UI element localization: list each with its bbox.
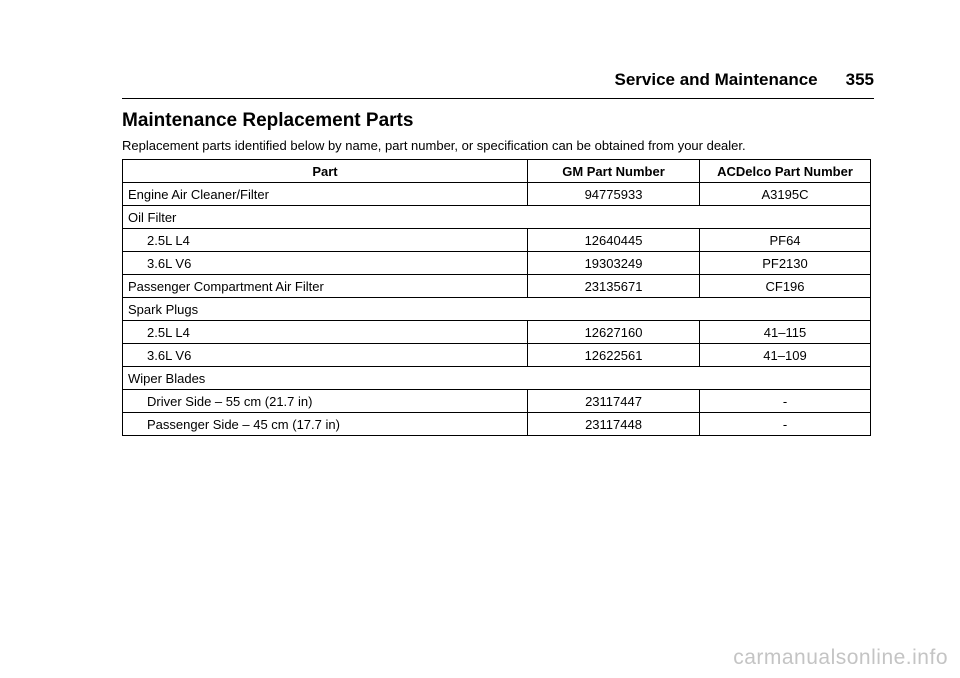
- gm-part-number-cell: 19303249: [528, 252, 700, 275]
- gm-part-number-cell: 12627160: [528, 321, 700, 344]
- column-header-acdelco-part-number: ACDelco Part Number: [700, 160, 871, 183]
- table-row: [123, 321, 871, 344]
- acdelco-part-number-cell: PF64: [700, 229, 871, 252]
- group-label-cell: Spark Plugs: [123, 298, 871, 321]
- column-header-gm-part-number: GM Part Number: [528, 160, 700, 183]
- group-label-cell: Oil Filter: [123, 206, 871, 229]
- table-row: [123, 390, 871, 413]
- gm-part-number-cell: 23135671: [528, 275, 700, 298]
- acdelco-part-number-cell: CF196: [700, 275, 871, 298]
- part-name-cell: Passenger Compartment Air Filter: [123, 275, 528, 298]
- gm-part-number-cell: 23117448: [528, 413, 700, 436]
- part-name-cell: 3.6L V6: [123, 252, 528, 275]
- table-header: [123, 160, 871, 183]
- table-row: [123, 183, 871, 206]
- page-title: Maintenance Replacement Parts: [122, 110, 414, 131]
- table-row: [123, 229, 871, 252]
- gm-part-number-cell: 23117447: [528, 390, 700, 413]
- gm-part-number-cell: 12640445: [528, 229, 700, 252]
- gm-part-number-cell: 12622561: [528, 344, 700, 367]
- acdelco-part-number-cell: 41–109: [700, 344, 871, 367]
- part-name-cell: Driver Side – 55 cm (21.7 in): [123, 390, 528, 413]
- part-name-cell: Passenger Side – 45 cm (17.7 in): [123, 413, 528, 436]
- acdelco-part-number-cell: -: [700, 413, 871, 436]
- page-number: 355: [845, 70, 874, 89]
- table-row: [123, 252, 871, 275]
- table-row: [123, 413, 871, 436]
- table-group-row: [123, 367, 871, 390]
- watermark: carmanualsonline.info: [733, 646, 948, 669]
- column-header-part: Part: [123, 160, 528, 183]
- running-header: [614, 70, 874, 90]
- table-group-row: [123, 298, 871, 321]
- acdelco-part-number-cell: A3195C: [700, 183, 871, 206]
- table-group-row: [123, 206, 871, 229]
- intro-paragraph: Replacement parts identified below by name, part number, or specification can be obtained from your dealer.: [122, 138, 746, 153]
- replacement-parts-table: [122, 159, 871, 436]
- header-section-title: Service and Maintenance: [614, 70, 818, 89]
- table-row: [123, 344, 871, 367]
- gm-part-number-cell: 94775933: [528, 183, 700, 206]
- part-name-cell: Engine Air Cleaner/Filter: [123, 183, 528, 206]
- part-name-cell: 2.5L L4: [123, 321, 528, 344]
- table-row: [123, 275, 871, 298]
- acdelco-part-number-cell: 41–115: [700, 321, 871, 344]
- acdelco-part-number-cell: -: [700, 390, 871, 413]
- acdelco-part-number-cell: PF2130: [700, 252, 871, 275]
- part-name-cell: 2.5L L4: [123, 229, 528, 252]
- group-label-cell: Wiper Blades: [123, 367, 871, 390]
- header-rule: [122, 98, 874, 99]
- table-header-row: [123, 160, 871, 183]
- table-body: [123, 183, 871, 436]
- part-name-cell: 3.6L V6: [123, 344, 528, 367]
